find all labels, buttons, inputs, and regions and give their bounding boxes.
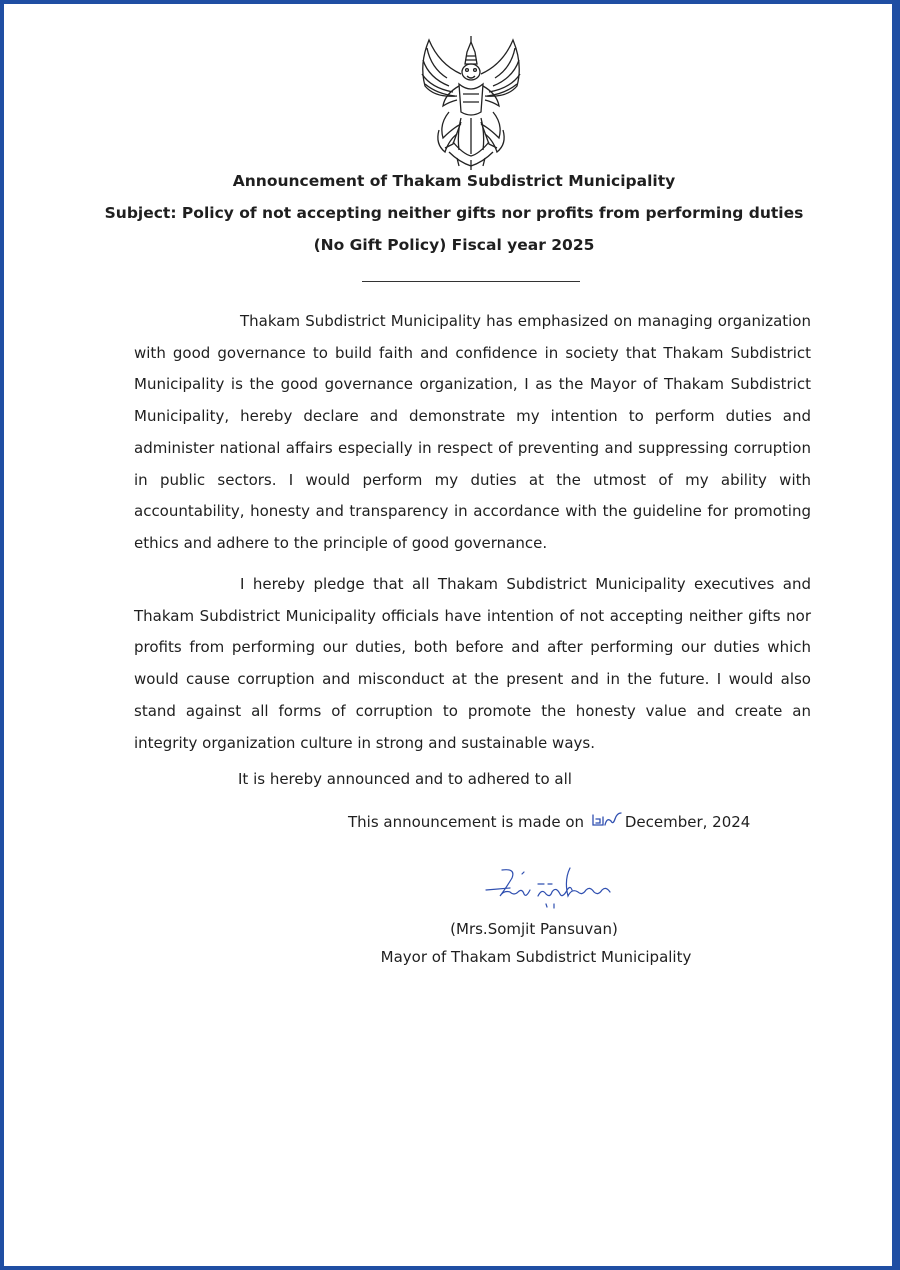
closing-statement: It is hereby announced and to adhered to all bbox=[238, 770, 572, 788]
signatory-name: (Mrs.Somjit Pansuvan) bbox=[450, 920, 618, 938]
body-paragraph-1-text: Thakam Subdistrict Municipality has emphasized on managing organization with good governance to build faith and confidence in society that Thakam Subdistrict Municipality is the good governance organization, I as the Mayor of Thakam Subdistrict Municipality, hereby declare and demonstrate my intention to perform duties and administer national affairs especially in respect of preventing and suppressing corruption in public sectors. I would perform my duties at the utmost of my ability with accountability, honesty and transparency in accordance with the guideline for promoting ethics and adhere to the principle of good governance. bbox=[134, 312, 811, 552]
announcement-title: Announcement of Thakam Subdistrict Municipality bbox=[232, 172, 676, 190]
garuda-emblem-icon bbox=[409, 34, 533, 170]
handwritten-signature bbox=[482, 866, 622, 916]
signatory-title: Mayor of Thakam Subdistrict Municipality bbox=[380, 948, 692, 966]
announcement-subject: Subject: Policy of not accepting neither gifts nor profits from performing duties bbox=[104, 204, 804, 222]
date-suffix: December, 2024 bbox=[624, 813, 751, 831]
handwritten-day bbox=[591, 811, 623, 829]
body-paragraph-1 bbox=[134, 306, 811, 560]
title-divider bbox=[362, 281, 580, 282]
announcement-date bbox=[348, 811, 750, 831]
date-prefix: This announcement is made on bbox=[348, 813, 585, 831]
body-paragraph-2 bbox=[134, 569, 811, 759]
body-paragraph-2-text: I hereby pledge that all Thakam Subdistrict Municipality executives and Thakam Subdistrict Municipality officials have intention of not accepting neither gifts nor profits from performing our duties, both before and after performing our duties which would cause corruption and misconduct at the present and in the future. I would also stand against all forms of corruption to promote the honesty value and create an integrity organization culture in strong and sustainable ways. bbox=[134, 575, 811, 752]
announcement-subject-continued: (No Gift Policy) Fiscal year 2025 bbox=[313, 236, 595, 254]
